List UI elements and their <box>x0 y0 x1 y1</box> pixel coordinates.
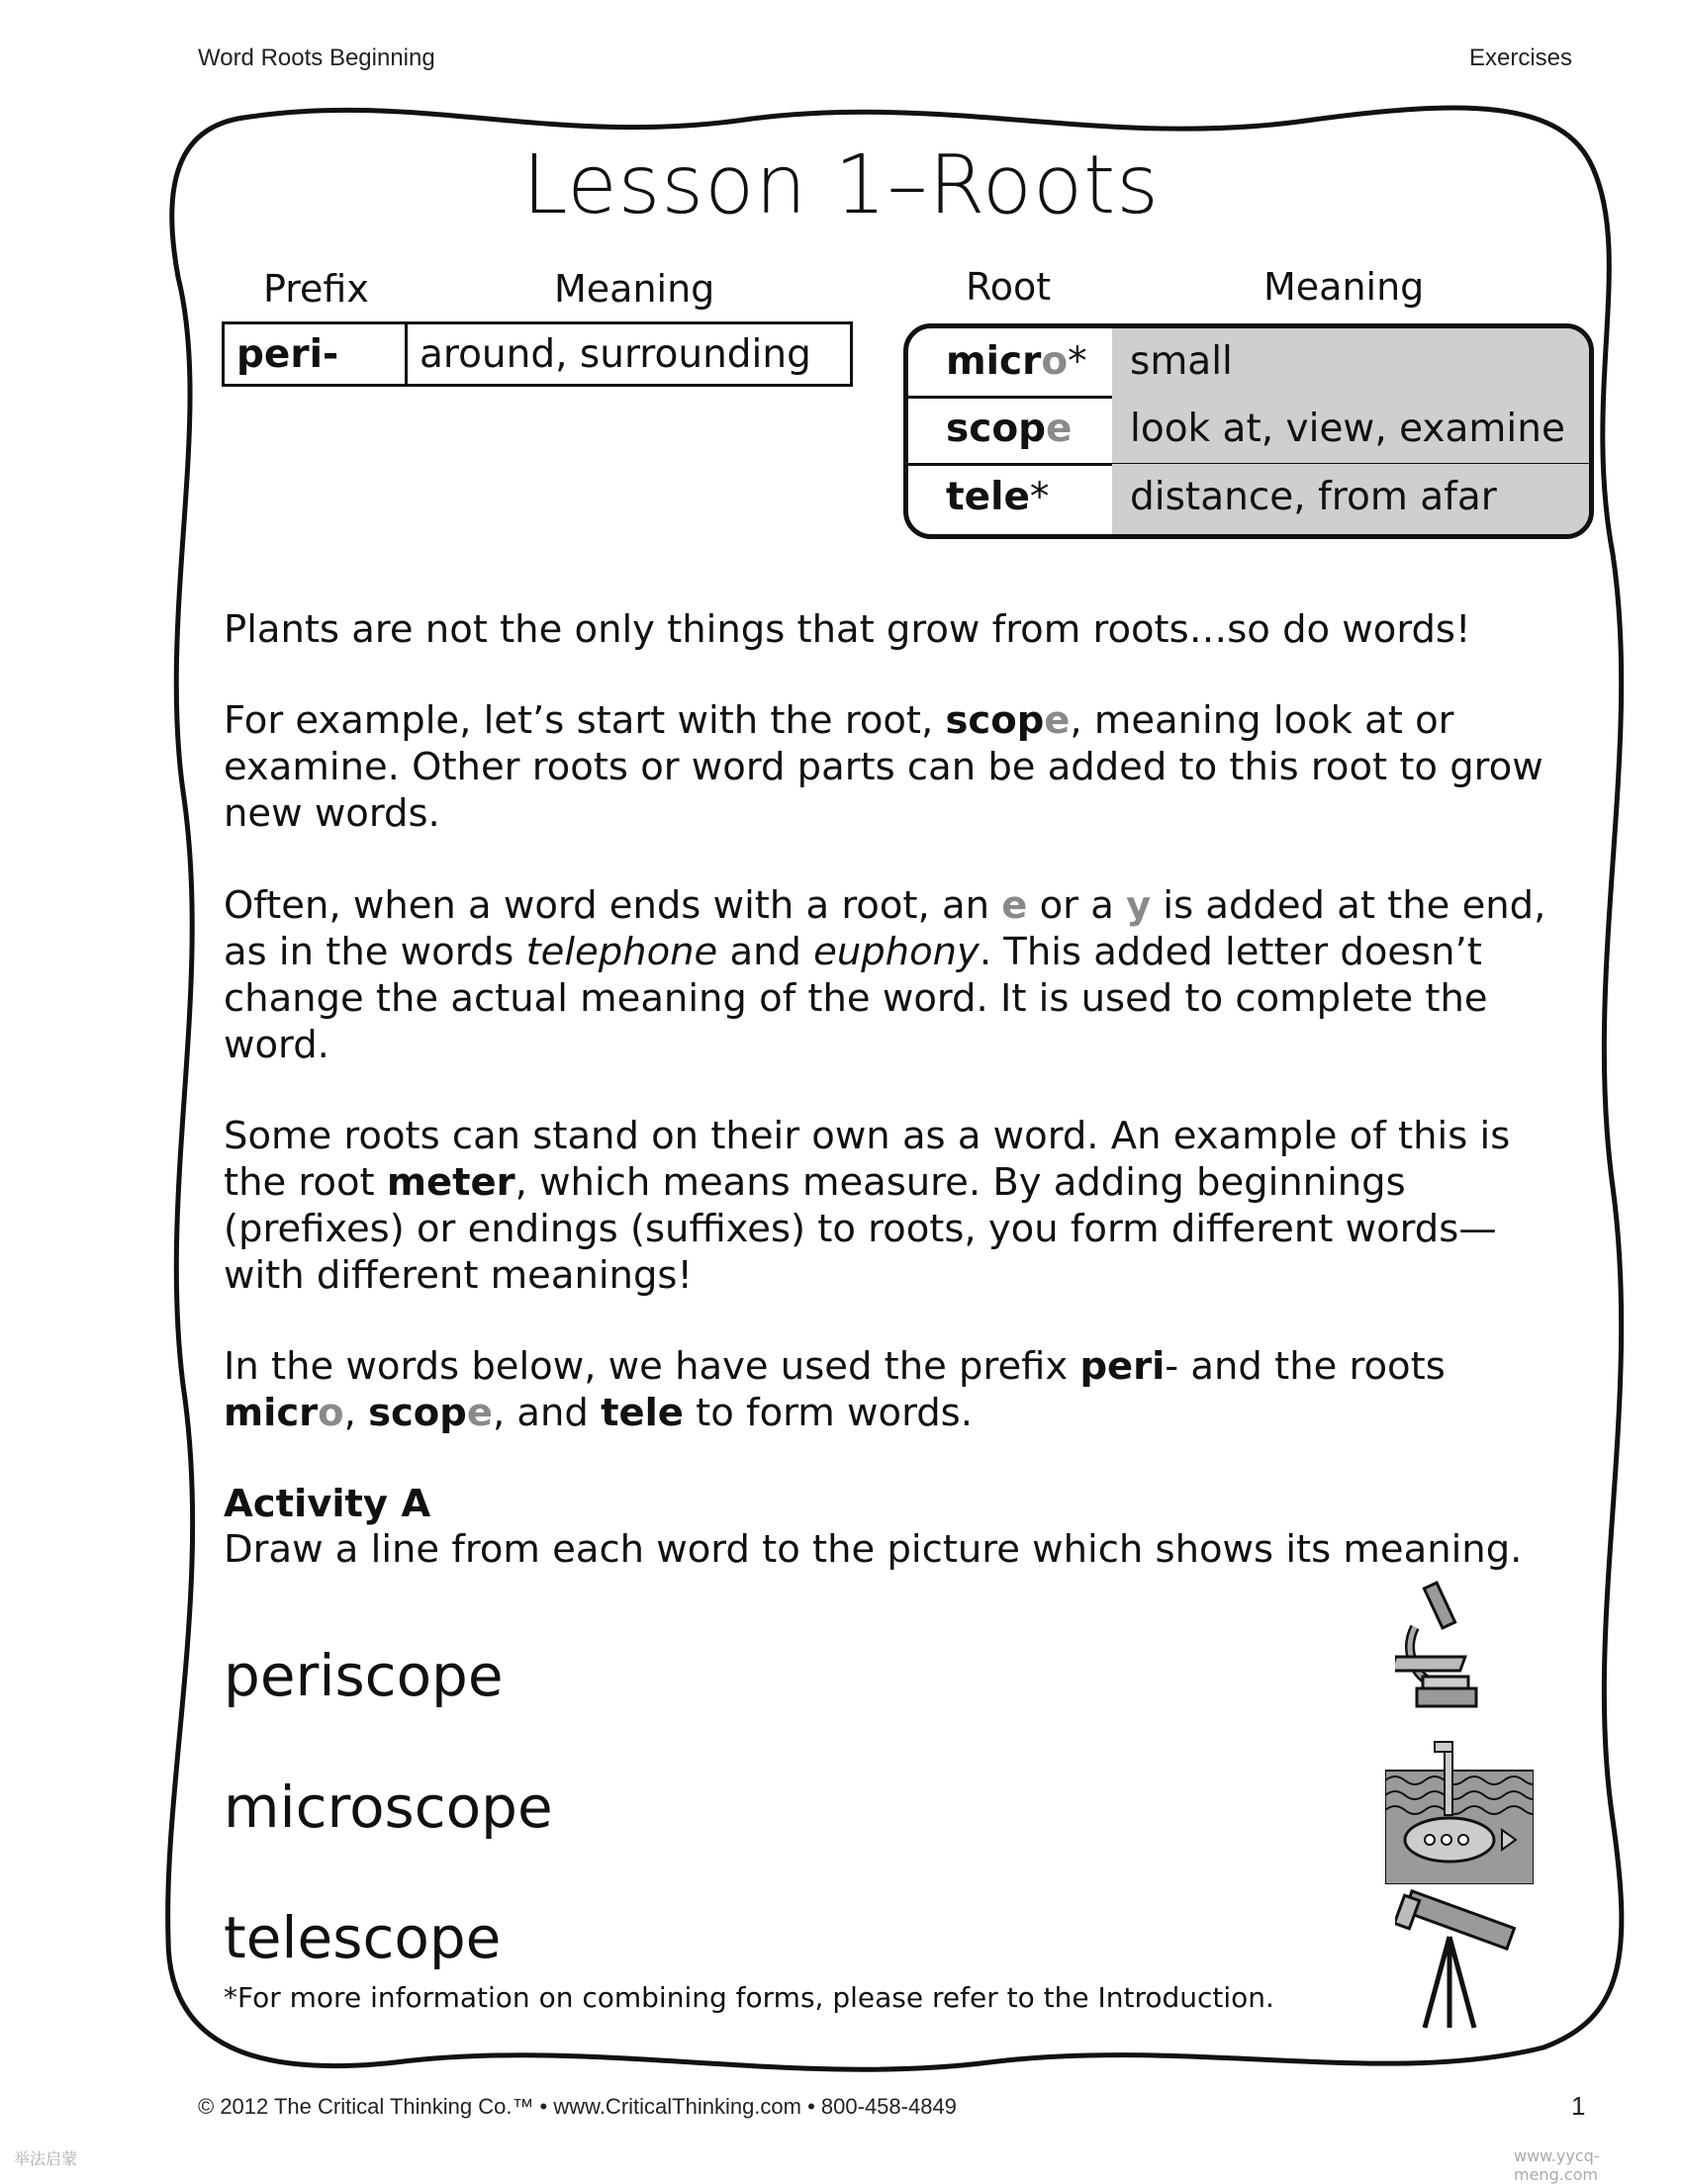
root-cell <box>908 464 1112 531</box>
text-span: is added at the end, as in the words <box>224 883 1546 974</box>
activity-instruction: Draw a line from each word to the picture which shows its meaning. <box>224 1527 1523 1572</box>
root-row <box>908 328 1589 399</box>
text-span: For example, let’s start with the root, <box>224 698 946 743</box>
page-number: 1 <box>1571 2091 1586 2121</box>
activity-word-periscope[interactable]: periscope <box>224 1642 504 1709</box>
root-asterisk: * <box>1029 475 1050 519</box>
activity-word-microscope[interactable]: microscope <box>224 1774 553 1841</box>
text-span: Some roots can stand on their own as a word. An example of this is the root <box>224 1114 1511 1205</box>
text-span: and <box>717 930 814 974</box>
word-euphony: euphony <box>813 930 980 974</box>
root-asterisk: * <box>1068 339 1087 384</box>
page-title: Lesson 1–Roots <box>521 138 1160 232</box>
prefix-column-header: Prefix <box>263 267 369 311</box>
submarine-periscope-icon[interactable] <box>1385 1736 1534 1884</box>
prefix-row <box>224 323 852 386</box>
word-telephone: telephone <box>525 930 718 974</box>
microscope-icon[interactable] <box>1395 1578 1504 1716</box>
text-span: . This added letter doesn’t change the actual meaning of the word. It is used to complete the word. <box>224 930 1488 1067</box>
root-meaning-cell: look at, view, examine <box>1112 396 1589 463</box>
text-span: to form words. <box>683 1391 973 1435</box>
header-right: Exercises <box>1469 45 1573 71</box>
telescope-icon[interactable] <box>1395 1889 1524 2033</box>
text-span: - and the roots <box>1165 1344 1446 1389</box>
letter-e: e <box>1001 883 1028 928</box>
root-tele-bold: tele <box>601 1391 684 1435</box>
paragraph-example <box>224 697 1549 837</box>
paragraph-standalone-roots <box>224 1113 1549 1299</box>
text-span: , <box>343 1391 369 1435</box>
prefix-table <box>222 321 853 387</box>
root-added-letter: e <box>1044 698 1071 743</box>
root-meaning-cell: small <box>1112 328 1589 396</box>
root-cell <box>908 396 1112 463</box>
text-span: In the words below, we have used the prefix <box>224 1344 1080 1389</box>
text-span: , and <box>492 1391 602 1435</box>
footnote: *For more information on combining forms, please refer to the Introduction. <box>224 1981 1274 2014</box>
root-scope-bold: scop <box>945 698 1045 743</box>
root-micro-bold: micr <box>224 1391 319 1435</box>
root-meter-bold: meter <box>386 1160 515 1205</box>
text-span: , which means measure. By adding beginnings (prefixes) or endings (suffixes) to roots, you form different words—with different meanings! <box>224 1160 1497 1298</box>
root-column-header: Root <box>966 265 1052 309</box>
root-table <box>903 323 1594 539</box>
prefix-meaning-cell: around, surrounding <box>407 323 852 386</box>
watermark-left: 举法启蒙 <box>14 2149 78 2168</box>
prefix-peri-bold: peri <box>1079 1344 1166 1389</box>
root-meaning-cell: distance, from afar <box>1112 464 1589 534</box>
root-added-letter: e <box>1046 407 1073 451</box>
root-meaning-column-header: Meaning <box>1263 265 1425 309</box>
root-text: tele <box>946 475 1030 519</box>
paragraph-added-letter <box>224 882 1549 1068</box>
activity-word-telescope[interactable]: telescope <box>224 1904 502 1971</box>
root-added-letter: e <box>466 1391 493 1435</box>
header-left: Word Roots Beginning <box>198 45 435 71</box>
root-added-letter: o <box>1041 339 1069 384</box>
root-added-letter: o <box>318 1391 344 1435</box>
root-text: micr <box>946 339 1042 384</box>
text-span: or a <box>1027 883 1127 928</box>
letter-y: y <box>1126 883 1152 928</box>
watermark-right: www.yycq-meng.com <box>1514 2146 1600 2184</box>
paragraph-words-below <box>224 1343 1549 1436</box>
prefix-cell: peri- <box>224 323 407 386</box>
text-span: , meaning look at or examine. Other roots or word parts can be added to this root to grow new words. <box>224 698 1543 836</box>
text-span: Often, when a word ends with a root, an <box>224 883 1002 928</box>
root-row <box>908 396 1589 466</box>
paragraph-intro: Plants are not the only things that grow from roots…so do words! <box>224 607 1471 652</box>
root-scope-bold: scop <box>368 1391 467 1435</box>
root-text: scop <box>946 407 1047 451</box>
root-row <box>908 464 1589 534</box>
root-cell <box>908 328 1112 396</box>
prefix-meaning-column-header: Meaning <box>554 267 715 311</box>
activity-heading: Activity A <box>224 1482 431 1526</box>
footer-copyright: © 2012 The Critical Thinking Co.™ • www.CriticalThinking.com • 800-458-4849 <box>198 2094 957 2119</box>
